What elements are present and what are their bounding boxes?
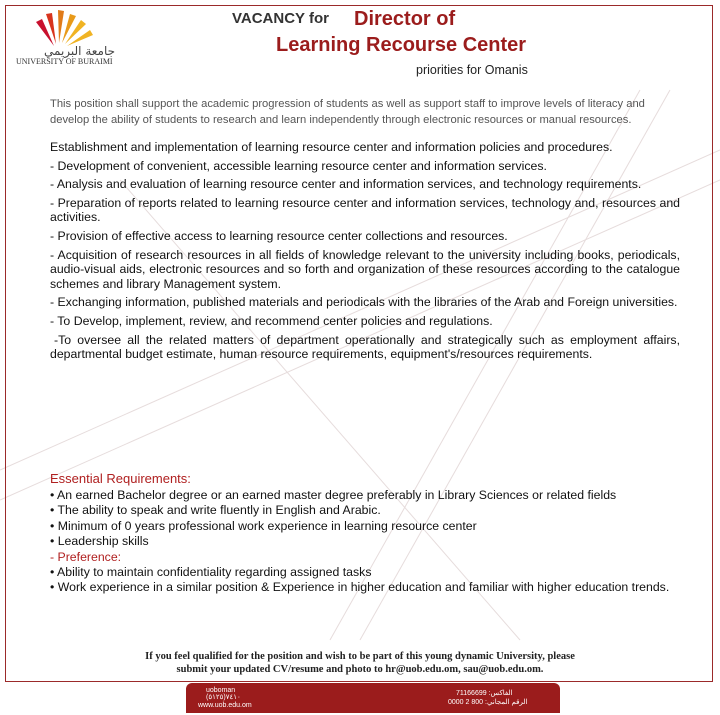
duty-item: - Preparation of reports related to learning resource center and information services, technology and, resources and activities. xyxy=(50,195,680,225)
apply-line2: submit your updated CV/resume and photo to hr@uob.edu.om, sau@uob.edu.om. xyxy=(176,664,544,675)
duty-item: - To Develop, implement, review, and recommend center policies and regulations. xyxy=(50,313,493,328)
duty-item: - Analysis and evaluation of learning resource center and information services, and technology requirements. xyxy=(50,177,642,192)
preference-item: • Work experience in a similar position & Experience in higher education and familiar with higher education trends. xyxy=(50,580,670,595)
requirement-item: • The ability to speak and write fluently in English and Arabic. xyxy=(50,503,381,518)
website-link[interactable]: www.uob.edu.om xyxy=(198,702,252,709)
apply-line1: If you feel qualified for the position and wish to be part of this young dynamic University, please xyxy=(145,651,575,662)
requirement-item: • Leadership skills xyxy=(50,534,149,549)
logo-arabic-name: جامعة البريمي xyxy=(44,44,116,58)
intro-paragraph: This position shall support the academic progression of students as well as support staff to improve levels of literacy and develop the ability of students to research and learn independently through electronic resources or manual resources. xyxy=(50,98,645,126)
application-instructions xyxy=(60,650,660,676)
duty-item: Establishment and implementation of learning resource center and information policies and procedures. xyxy=(50,140,613,154)
job-subtitle: priorities for Omanis xyxy=(416,63,528,77)
requirement-item: • An earned Bachelor degree or an earned master degree preferably in Library Sciences or related fields xyxy=(50,488,617,502)
job-title-line2: Learning Recourse Center xyxy=(276,34,527,56)
footer-bar xyxy=(186,683,560,713)
preference-item: • Ability to maintain confidentiality regarding assigned tasks xyxy=(50,565,372,580)
duty-item: - Development of convenient, accessible learning resource center and information services. xyxy=(50,158,547,173)
requirements-list xyxy=(50,488,680,596)
logo-english-name: UNIVERSITY OF BURAIMI xyxy=(16,57,113,66)
social-handle-arabic: (٥١٢٥)٧٤١٠ xyxy=(206,694,241,701)
duty-item: - Exchanging information, published materials and periodicals with the libraries of the Arab and Foreign universities. xyxy=(50,295,678,310)
duty-item: - Provision of effective access to learning resource center collections and resources. xyxy=(50,228,508,243)
fax-number: الفاكس: 71166699 xyxy=(456,690,513,697)
preference-label: - Preference: xyxy=(50,549,122,564)
vacancy-label: VACANCY for xyxy=(232,10,329,27)
duty-item: -To oversee all the related matters of department operationally and strategically such as employment affairs, departmental budget estimate, human resource requirements, equipment's/resources requirements. xyxy=(50,332,680,362)
requirement-item: • Minimum of 0 years professional work experience in learning resource center xyxy=(50,518,477,533)
toll-free-number: الرقم المجاني: 800 2 0000 xyxy=(448,699,528,706)
social-handle: uoboman xyxy=(206,687,236,694)
requirements-title: Essential Requirements: xyxy=(50,471,191,486)
duties-list xyxy=(50,140,680,366)
job-title-line1: Director of xyxy=(354,8,456,30)
duty-item: - Acquisition of research resources in all fields of knowledge relevant to the university including books, periodicals, audio-visual aids, electronic resources and so forth and organization of these resources according to the catalogue schemes and library Management system. xyxy=(50,247,680,291)
